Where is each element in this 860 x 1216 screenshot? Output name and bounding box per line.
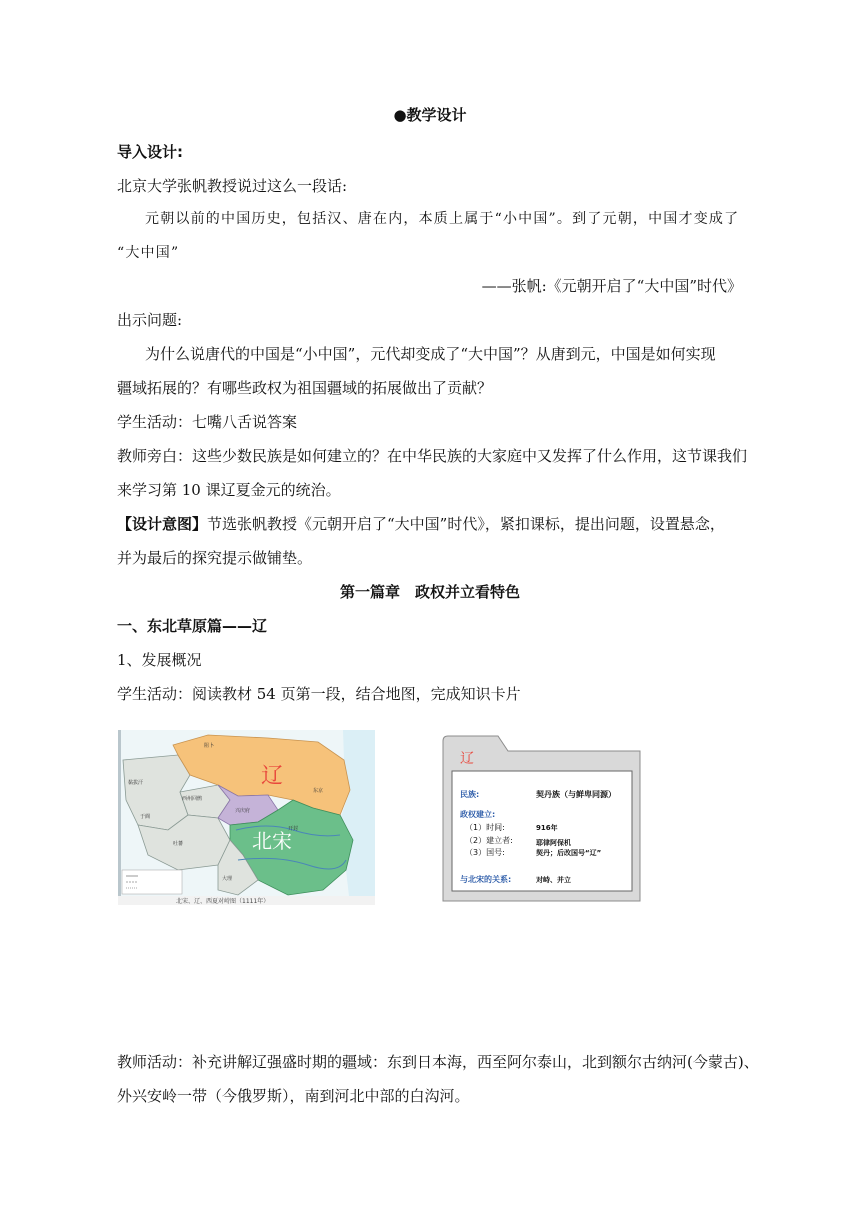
design-intent-tag: 【设计意图】 bbox=[117, 515, 208, 533]
card-founder-value: 耶律阿保机 bbox=[536, 839, 571, 847]
card-time-value: 916年 bbox=[536, 824, 558, 832]
card-name-value: 契丹；后改国号“辽” bbox=[536, 849, 602, 857]
map-small-label: 于阗 bbox=[140, 814, 151, 820]
map-label-beisong: 北宋 bbox=[252, 829, 292, 853]
card-founder-label: （2）建立者: bbox=[465, 836, 513, 845]
card-name-label: （3）国号: bbox=[465, 848, 505, 857]
card-time-label: （1）时间: bbox=[465, 823, 505, 832]
card-relation-value: 对峙、并立 bbox=[536, 876, 571, 884]
map-small-label: 东京 bbox=[313, 788, 324, 794]
map-small-label: 阻卜 bbox=[204, 743, 215, 749]
teacher-aside-line-2: 来学习第 10 课辽夏金元的统治。 bbox=[117, 481, 341, 499]
teacher-aside-line-1: 教师旁白：这些少数民族是如何建立的？在中华民族的大家庭中又发挥了什么作用，这节课我们 bbox=[117, 447, 748, 465]
map-small-label: 大理 bbox=[222, 876, 233, 882]
knowledge-card bbox=[440, 733, 645, 903]
card-establish-label: 政权建立: bbox=[460, 810, 496, 819]
map-caption: 北宋、辽、西夏对峙图（1111年） bbox=[176, 898, 270, 905]
quote-source: ——张帆:《元朝开启了“大中国”时代》 bbox=[481, 277, 742, 295]
design-intent-line-2: 并为最后的探究提示做铺垫。 bbox=[117, 549, 313, 567]
map-label-liao: 辽 bbox=[261, 764, 284, 789]
map-small-label: 兴庆府 bbox=[235, 808, 251, 814]
map-small-label: 黏拔汗 bbox=[128, 780, 144, 786]
card-tab-title: 辽 bbox=[460, 751, 474, 767]
song-liao-xixia-map bbox=[118, 730, 375, 905]
teacher-activity-line-1: 教师活动：补充讲解辽强盛时期的疆域：东到日本海，西至阿尔泰山，北到额尔古纳河(今蒙古)、 bbox=[117, 1053, 759, 1071]
design-intent-text: 节选张帆教授《元朝开启了“大中国”时代》，紧扣课标，提出问题，设置悬念， bbox=[207, 515, 725, 533]
question-label: 出示问题: bbox=[117, 311, 183, 329]
section-heading: ●教学设计 bbox=[393, 106, 467, 124]
student-activity-2: 学生活动：阅读教材 54 页第一段，结合地图，完成知识卡片 bbox=[117, 685, 521, 703]
map-small-label: 吐蕃 bbox=[173, 841, 184, 847]
map-small-label: 开封 bbox=[288, 826, 299, 832]
quote-line-2: “大中国” bbox=[117, 245, 180, 261]
intro-line: 北京大学张帆教授说过这么一段话: bbox=[117, 177, 348, 195]
map-small-label: 西州回鹘 bbox=[182, 796, 203, 802]
question-line-1: 为什么说唐代的中国是“小中国”，元代却变成了“大中国”？从唐到元，中国是如何实现 bbox=[145, 345, 716, 363]
chapter-title: 第一篇章 政权并立看特色 bbox=[339, 583, 520, 601]
teacher-activity-line-2: 外兴安岭一带（今俄罗斯），南到河北中部的白沟河。 bbox=[117, 1087, 470, 1105]
question-line-2: 疆域拓展的？有哪些政权为祖国疆域的拓展做出了贡献？ bbox=[117, 379, 493, 397]
subsection-title: 1、发展概况 bbox=[117, 651, 202, 669]
card-relation-label: 与北宋的关系: bbox=[460, 875, 512, 884]
intro-label: 导入设计: bbox=[117, 143, 183, 161]
quote-line-1: 元朝以前的中国历史，包括汉、唐在内，本质上属于“小中国”。到了元朝，中国才变成了 bbox=[145, 211, 740, 227]
student-activity: 学生活动：七嘴八舌说答案 bbox=[117, 413, 298, 431]
section-title: 一、东北草原篇——辽 bbox=[117, 617, 268, 635]
design-intent-line-1 bbox=[117, 514, 725, 534]
card-ethnic-label: 民族: bbox=[460, 790, 480, 799]
card-ethnic-value: 契丹族（与鲜卑同源） bbox=[536, 790, 616, 799]
